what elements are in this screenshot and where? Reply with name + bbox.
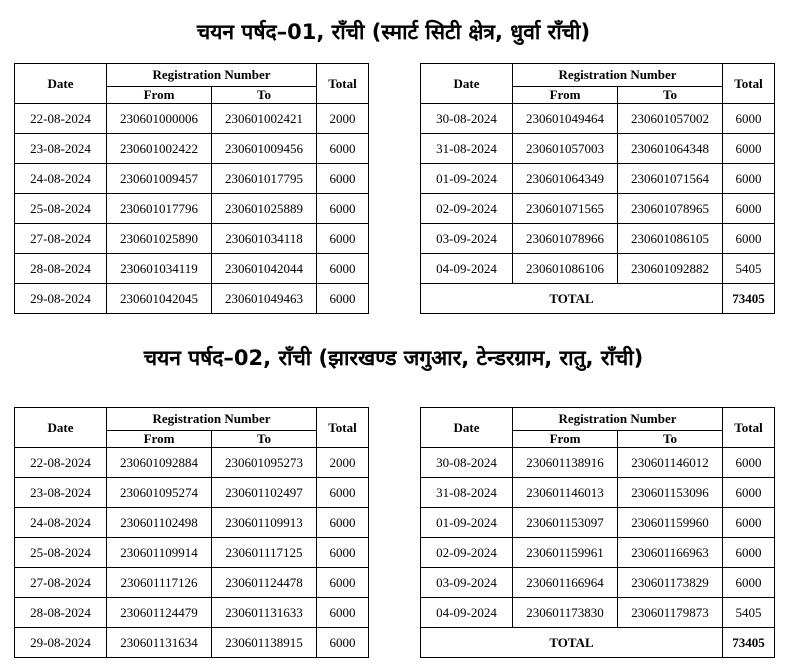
date-header: Date (15, 408, 107, 448)
from-cell: 230601173830 (513, 598, 618, 628)
table-row (15, 508, 369, 538)
date-cell: 01-09-2024 (421, 508, 513, 538)
to-cell: 230601034118 (212, 224, 317, 254)
from-cell: 230601095274 (107, 478, 212, 508)
table-row (15, 134, 369, 164)
date-cell: 23-08-2024 (15, 134, 107, 164)
grand-total-value: 73405 (723, 628, 775, 658)
total-header: Total (317, 64, 369, 104)
to-cell: 230601131633 (212, 598, 317, 628)
to-cell: 230601166963 (618, 538, 723, 568)
from-cell: 230601078966 (513, 224, 618, 254)
date-cell: 04-09-2024 (421, 598, 513, 628)
to-cell: 230601009456 (212, 134, 317, 164)
row-total-cell: 6000 (723, 478, 775, 508)
table-row (15, 478, 369, 508)
to-cell: 230601102497 (212, 478, 317, 508)
table-row (15, 628, 369, 658)
from-cell: 230601002422 (107, 134, 212, 164)
table-row (421, 448, 775, 478)
board-01-heading: चयन पर्षद–01, राँची (स्मार्ट सिटी क्षेत्र, धुर्वा राँची) (196, 20, 591, 44)
table-row (15, 284, 369, 314)
row-total-cell: 6000 (723, 224, 775, 254)
date-cell: 03-09-2024 (421, 568, 513, 598)
from-header: From (513, 431, 618, 448)
row-total-cell: 6000 (723, 194, 775, 224)
date-cell: 30-08-2024 (421, 448, 513, 478)
from-cell: 230601034119 (107, 254, 212, 284)
from-cell: 230601109914 (107, 538, 212, 568)
to-header: To (618, 87, 723, 104)
date-cell: 31-08-2024 (421, 478, 513, 508)
registration-number-header: Registration Number (513, 408, 723, 431)
date-cell: 23-08-2024 (15, 478, 107, 508)
table-row (421, 164, 775, 194)
from-cell: 230601009457 (107, 164, 212, 194)
to-cell: 230601124478 (212, 568, 317, 598)
grand-total-row (421, 628, 775, 658)
registration-table-board-02-left (14, 407, 369, 658)
from-cell: 230601153097 (513, 508, 618, 538)
date-header: Date (421, 408, 513, 448)
to-cell: 230601146012 (618, 448, 723, 478)
to-cell: 230601042044 (212, 254, 317, 284)
to-cell: 230601109913 (212, 508, 317, 538)
to-cell: 230601179873 (618, 598, 723, 628)
table-row (421, 538, 775, 568)
to-cell: 230601049463 (212, 284, 317, 314)
date-header: Date (421, 64, 513, 104)
table-row (15, 598, 369, 628)
to-header: To (212, 431, 317, 448)
row-total-cell: 6000 (317, 508, 369, 538)
row-total-cell: 6000 (723, 508, 775, 538)
grand-total-row (421, 284, 775, 314)
table-row (421, 598, 775, 628)
from-cell: 230601092884 (107, 448, 212, 478)
table-row (15, 448, 369, 478)
registration-table-board-01-left (14, 63, 369, 314)
to-cell: 230601071564 (618, 164, 723, 194)
registration-table-board-02-right (420, 407, 775, 658)
date-cell: 30-08-2024 (421, 104, 513, 134)
row-total-cell: 5405 (723, 254, 775, 284)
row-total-cell: 6000 (317, 194, 369, 224)
from-cell: 230601117126 (107, 568, 212, 598)
registration-number-header: Registration Number (107, 64, 317, 87)
table-row (421, 478, 775, 508)
row-total-cell: 6000 (317, 134, 369, 164)
row-total-cell: 6000 (723, 448, 775, 478)
row-total-cell: 6000 (723, 134, 775, 164)
from-header: From (107, 431, 212, 448)
date-cell: 03-09-2024 (421, 224, 513, 254)
row-total-cell: 6000 (317, 628, 369, 658)
to-cell: 230601138915 (212, 628, 317, 658)
to-cell: 230601173829 (618, 568, 723, 598)
date-cell: 31-08-2024 (421, 134, 513, 164)
registration-number-header: Registration Number (107, 408, 317, 431)
date-cell: 27-08-2024 (15, 568, 107, 598)
from-cell: 230601042045 (107, 284, 212, 314)
row-total-cell: 6000 (317, 478, 369, 508)
from-cell: 230601064349 (513, 164, 618, 194)
registration-table-board-01-right (420, 63, 775, 314)
from-cell: 230601025890 (107, 224, 212, 254)
from-header: From (107, 87, 212, 104)
table-row (15, 254, 369, 284)
row-total-cell: 6000 (723, 164, 775, 194)
table-row (421, 568, 775, 598)
from-cell: 230601017796 (107, 194, 212, 224)
row-total-cell: 6000 (317, 284, 369, 314)
date-cell: 24-08-2024 (15, 508, 107, 538)
to-cell: 230601002421 (212, 104, 317, 134)
table-row (15, 538, 369, 568)
to-header: To (212, 87, 317, 104)
table-row (15, 104, 369, 134)
from-cell: 230601124479 (107, 598, 212, 628)
date-cell: 22-08-2024 (15, 104, 107, 134)
grand-total-label: TOTAL (421, 628, 723, 658)
from-cell: 230601049464 (513, 104, 618, 134)
from-header: From (513, 87, 618, 104)
date-header: Date (15, 64, 107, 104)
row-total-cell: 6000 (723, 568, 775, 598)
row-total-cell: 6000 (317, 254, 369, 284)
date-cell: 29-08-2024 (15, 628, 107, 658)
row-total-cell: 6000 (317, 598, 369, 628)
to-cell: 230601057002 (618, 104, 723, 134)
to-cell: 230601025889 (212, 194, 317, 224)
table-row (15, 164, 369, 194)
to-header: To (618, 431, 723, 448)
to-cell: 230601159960 (618, 508, 723, 538)
from-cell: 230601057003 (513, 134, 618, 164)
date-cell: 01-09-2024 (421, 164, 513, 194)
from-cell: 230601166964 (513, 568, 618, 598)
total-header: Total (723, 64, 775, 104)
date-cell: 02-09-2024 (421, 538, 513, 568)
date-cell: 28-08-2024 (15, 254, 107, 284)
total-header: Total (723, 408, 775, 448)
date-cell: 22-08-2024 (15, 448, 107, 478)
row-total-cell: 6000 (317, 538, 369, 568)
table-row (15, 568, 369, 598)
table-row (421, 194, 775, 224)
total-header: Total (317, 408, 369, 448)
to-cell: 230601017795 (212, 164, 317, 194)
date-cell: 27-08-2024 (15, 224, 107, 254)
row-total-cell: 5405 (723, 598, 775, 628)
table-row (421, 104, 775, 134)
from-cell: 230601138916 (513, 448, 618, 478)
grand-total-value: 73405 (723, 284, 775, 314)
to-cell: 230601153096 (618, 478, 723, 508)
to-cell: 230601117125 (212, 538, 317, 568)
from-cell: 230601102498 (107, 508, 212, 538)
row-total-cell: 6000 (317, 568, 369, 598)
from-cell: 230601131634 (107, 628, 212, 658)
to-cell: 230601086105 (618, 224, 723, 254)
table-row (421, 134, 775, 164)
date-cell: 28-08-2024 (15, 598, 107, 628)
from-cell: 230601159961 (513, 538, 618, 568)
date-cell: 04-09-2024 (421, 254, 513, 284)
row-total-cell: 6000 (723, 538, 775, 568)
board-02-heading: चयन पर्षद–02, राँची (झारखण्ड जगुआर, टेन्डरग्राम, रातु, राँची) (143, 346, 644, 370)
table-row (421, 508, 775, 538)
date-cell: 29-08-2024 (15, 284, 107, 314)
date-cell: 02-09-2024 (421, 194, 513, 224)
to-cell: 230601064348 (618, 134, 723, 164)
row-total-cell: 6000 (317, 224, 369, 254)
to-cell: 230601092882 (618, 254, 723, 284)
row-total-cell: 2000 (317, 104, 369, 134)
grand-total-label: TOTAL (421, 284, 723, 314)
date-cell: 25-08-2024 (15, 538, 107, 568)
table-row (15, 194, 369, 224)
date-cell: 24-08-2024 (15, 164, 107, 194)
table-row (421, 254, 775, 284)
row-total-cell: 6000 (317, 164, 369, 194)
to-cell: 230601095273 (212, 448, 317, 478)
from-cell: 230601146013 (513, 478, 618, 508)
date-cell: 25-08-2024 (15, 194, 107, 224)
registration-number-header: Registration Number (513, 64, 723, 87)
to-cell: 230601078965 (618, 194, 723, 224)
table-row (421, 224, 775, 254)
row-total-cell: 6000 (723, 104, 775, 134)
row-total-cell: 2000 (317, 448, 369, 478)
from-cell: 230601086106 (513, 254, 618, 284)
from-cell: 230601000006 (107, 104, 212, 134)
from-cell: 230601071565 (513, 194, 618, 224)
table-row (15, 224, 369, 254)
